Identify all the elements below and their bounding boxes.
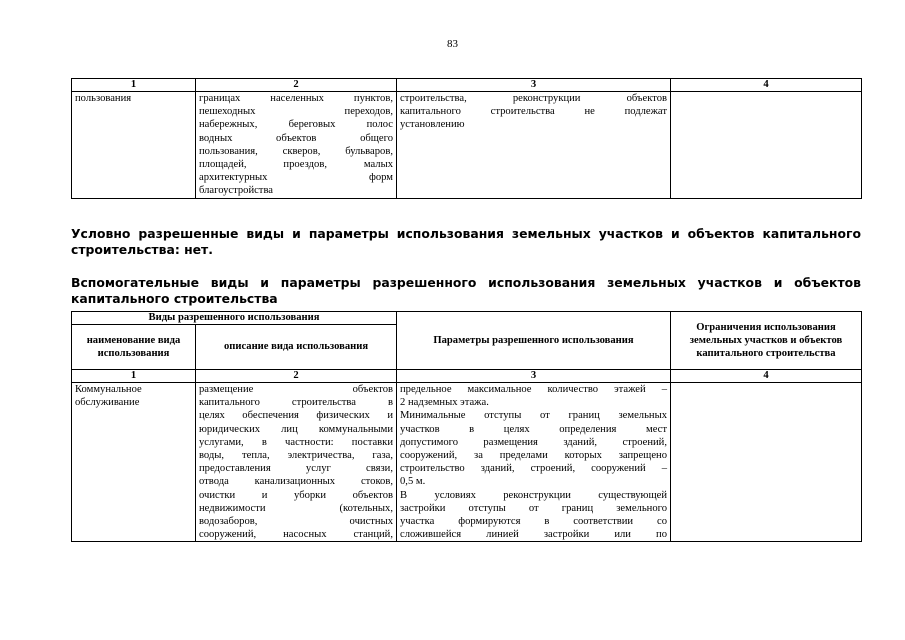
text-line: 2 надземных этажа. — [400, 397, 489, 409]
column-number: 4 — [671, 79, 862, 92]
restrictions-cell — [671, 92, 862, 199]
text-line: водных объектов общего — [199, 132, 393, 144]
text-line: застройки отступы от границ земельного — [400, 502, 667, 514]
text-line: В условиях реконструкции существующей — [400, 489, 667, 501]
column-number: 2 — [196, 370, 397, 383]
text-line: набережных, береговых полос — [199, 119, 393, 131]
text-line: сооружений, насосных станций, — [199, 529, 393, 541]
text-line: предельное максимальное количество этажей – — [400, 384, 667, 395]
text-line: допустимого размещения зданий, строений, — [400, 436, 667, 448]
text-line: Минимальные отступы от границ земельных — [400, 410, 667, 422]
restrictions-header: Ограничения использования земельных участков и объектов капитального строительства — [671, 312, 862, 370]
text-line: участка формируются в соответствии со — [400, 516, 667, 528]
text-line: размещение объектов — [199, 384, 393, 395]
top-table — [71, 78, 862, 199]
use-description-cell — [196, 92, 397, 199]
use-name-cell: пользования — [72, 92, 196, 199]
text-line: капитального строительства в — [199, 397, 393, 409]
column-number-row — [72, 79, 862, 92]
text-line: предоставления услуг связи, — [199, 463, 393, 475]
group-header: Виды разрешенного использования — [72, 312, 397, 325]
text-line: установлению — [400, 119, 465, 131]
text-line: сложившейся линией застройки или по — [400, 529, 667, 541]
text-line: услугами, в частности: поставки — [199, 436, 393, 448]
text-line: воды, тепла, электричества, газа, — [199, 450, 393, 462]
text-line: архитектурных форм — [199, 172, 393, 184]
auxiliary-uses-heading: Вспомогательные виды и параметры разрешенного использования земельных участков и объектов капитального строительства — [71, 275, 861, 306]
text-line: благоустройства — [199, 185, 274, 197]
text-line: юридических лиц коммунальными — [199, 423, 393, 435]
table-row — [72, 92, 862, 199]
text-line: сооружений, за пределами которых запрещено — [400, 450, 667, 462]
parameters-cell — [397, 383, 671, 542]
column-number: 3 — [397, 79, 671, 92]
auxiliary-uses-table — [71, 311, 862, 542]
column-number: 1 — [72, 79, 196, 92]
use-description-cell — [196, 383, 397, 542]
text-line: строительство зданий, строений, сооружений – — [400, 463, 667, 475]
text-line: границах населенных пунктов, — [199, 93, 393, 104]
page-number: 83 — [447, 38, 458, 50]
parameters-cell — [397, 92, 671, 199]
text-line: недвижимости (котельных, — [199, 502, 393, 514]
header-row — [72, 312, 862, 325]
text-line: очистки и уборки объектов — [199, 489, 393, 501]
text-line: площадей, проездов, малых — [199, 159, 393, 171]
text-line: строительства, реконструкции объектов — [400, 93, 667, 104]
text-line: пешеходных переходов, — [199, 106, 393, 118]
column-number: 3 — [397, 370, 671, 383]
text-line: целях обеспечения физических и — [199, 410, 393, 422]
column-number: 2 — [196, 79, 397, 92]
use-description-header: описание вида использования — [196, 325, 397, 370]
text-line: водозаборов, очистных — [199, 516, 393, 528]
use-name-header: наименование вида использования — [72, 325, 196, 370]
column-number: 4 — [671, 370, 862, 383]
text-line: 0,5 м. — [400, 476, 426, 488]
table-row — [72, 383, 862, 542]
conditional-uses-heading: Условно разрешенные виды и параметры использования земельных участков и объектов капитального строительства: нет. — [71, 226, 861, 257]
column-number: 1 — [72, 370, 196, 383]
use-name-cell: Коммунальное обслуживание — [72, 383, 196, 542]
text-line: пользования, скверов, бульваров, — [199, 145, 393, 157]
parameters-header: Параметры разрешенного использования — [397, 312, 671, 370]
text-line: капитального строительства не подлежат — [400, 106, 667, 118]
column-number-row — [72, 370, 862, 383]
text-line: участков в целях определения мест — [400, 423, 667, 435]
text-line: отвода канализационных стоков, — [199, 476, 393, 488]
restrictions-cell — [671, 383, 862, 542]
